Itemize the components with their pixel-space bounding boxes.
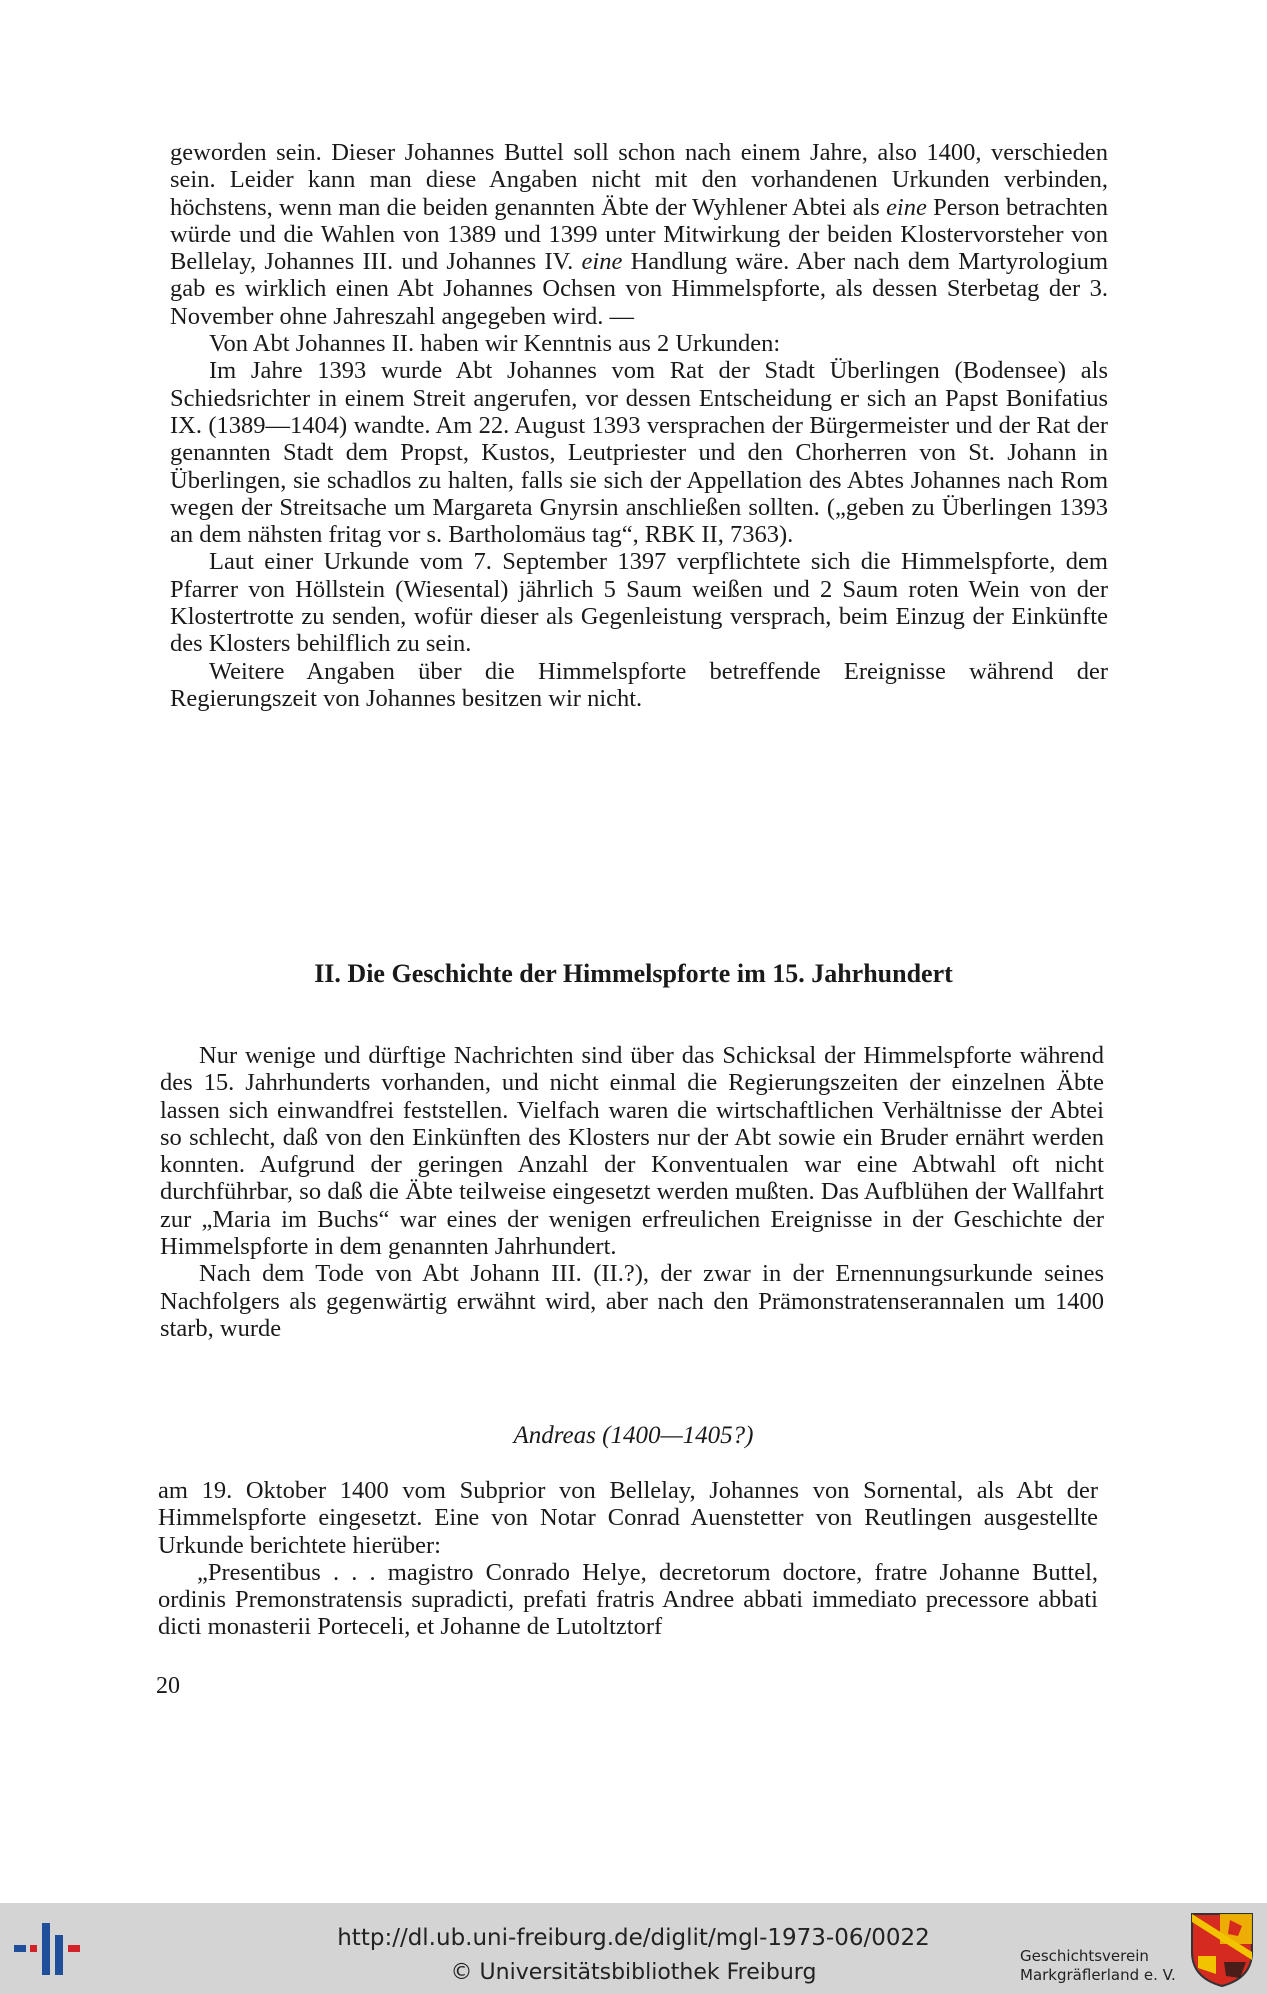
text-block-bottom	[158, 1477, 1098, 1641]
footer-bar	[0, 1903, 1267, 1994]
emphasis: eine	[581, 248, 623, 276]
paragraph: „Presentibus . . . magistro Conrado Helye, decretorum doctore, fratre Johanne Buttel, ordinis Premonstratensis supradicti, prefati fratris Andree abbati immediato precessore abbati dicti monasterii Porteceli, et Johanne de Lutoltztorf	[158, 1558, 1098, 1641]
paragraph: am 19. Oktober 1400 vom Subprior von Bellelay, Johannes von Sornental, als Abt der Himmelspforte eingesetzt. Eine von Notar Conrad Auenstetter von Reutlingen ausgestellte Urkunde berichtete hierüber:	[158, 1477, 1098, 1559]
paragraph: Nur wenige und dürftige Nachrichten sind über das Schicksal der Himmelspforte während des 15. Jahrhunderts vorhanden, und nicht einmal die Regierungszeiten der einzelnen Äbte lassen sich einwandfrei feststellen. Vielfach waren die wirtschaftlichen Verhältnisse der Abtei so schlecht, daß von den Einkünften des Klosters nur der Abt sowie ein Bruder ernährt werden konnten. Aufgrund der geringen Anzahl der Konventualen war eine Abtwahl oft nicht durchführbar, so daß die Äbte teilweise eingesetzt werden mußten. Das Aufblühen der Wallfahrt zur „Maria im Buchs“ war eines der wenigen erfreulichen Ereignisse in der Geschichte der Himmelspforte in dem genannten Jahrhundert.	[160, 1042, 1104, 1261]
coat-of-arms-icon	[1190, 1912, 1254, 1988]
paragraph: Laut einer Urkunde vom 7. September 1397 verpflichtete sich die Himmelspforte, dem Pfarrer von Höllstein (Wiesental) jährlich 5 Saum weißen und 2 Saum roten Wein von der Klostertrotte zu senden, wofür dieser als Gegenleistung versprach, beim Einzug der Einkünfte des Klosters behilflich zu sein.	[170, 548, 1108, 658]
paragraph: Weitere Angaben über die Himmelspforte betreffende Ereignisse während der Regierungszeit von Johannes besitzen wir nicht.	[170, 657, 1108, 712]
paragraph: Von Abt Johannes II. haben wir Kenntnis aus 2 Urkunden:	[209, 330, 781, 358]
society-name	[1020, 1947, 1190, 1985]
section-heading: II. Die Geschichte der Himmelspforte im 15. Jahrhundert	[314, 959, 953, 988]
text-block-top	[170, 139, 1108, 712]
society-line: Markgräflerland e. V.	[1020, 1966, 1176, 1984]
page-number: 20	[156, 1673, 180, 1699]
footer-copyright: © Universitätsbibliothek Freiburg	[450, 1960, 817, 1985]
emphasis: eine	[886, 193, 927, 221]
paragraph: geworden sein. Dieser Johannes Buttel soll schon nach einem Jahre, also 1400, verschieden sein. Leider kann man diese Angaben nicht mit den vorhandenen Urkunden verbinden, höchstens, wenn man die beiden genannten Äbte der Wyhlener Abtei als eine Person betrachten würde und die Wahlen von 1389 und 1399 unter Mitwirkung der beiden Klostervorsteher von Bellelay, Johannes III. und Johannes IV. eine Handlung wäre. Aber nach dem Martyrologium gab es wirklich einen Abt Johannes Ochsen von Himmelspforte, als dessen Sterbetag der 3. November ohne Jahreszahl angegeben wird. —	[170, 139, 1108, 330]
subsection-heading: Andreas (1400—1405?)	[513, 1422, 754, 1449]
paragraph: Nach dem Tode von Abt Johann III. (II.?), der zwar in der Ernennungsurkunde seines Nachfolgers als gegenwärtig erwähnt wird, aber nach den Prämonstratenserannalen um 1400 starb, wurde	[160, 1260, 1104, 1342]
society-line: Geschichtsverein	[1020, 1947, 1149, 1965]
paragraph: Im Jahre 1393 wurde Abt Johannes vom Rat der Stadt Überlingen (Bodensee) als Schiedsrichter in einem Streit angerufen, vor dessen Entscheidung er sich an Papst Bonifatius IX. (1389—1404) wandte. Am 22. August 1393 versprachen der Bürgermeister und der Rat der genannten Stadt dem Propst, Kustos, Leutpriester und den Chorherren von St. Johann in Überlingen, sie schadlos zu halten, falls sie sich der Appellation des Abtes Johannes nach Rom wegen der Streitsache um Margareta Gnyrsin anschließen sollten. („geben zu Überlingen 1393 an dem nähsten fritag vor s. Bartholomäus tag“, RBK II, 7363).	[170, 357, 1108, 549]
footer-url-link[interactable]: http://dl.ub.uni-freiburg.de/diglit/mgl-1973-06/0022	[337, 1925, 930, 1951]
text-block-middle	[160, 1042, 1104, 1342]
